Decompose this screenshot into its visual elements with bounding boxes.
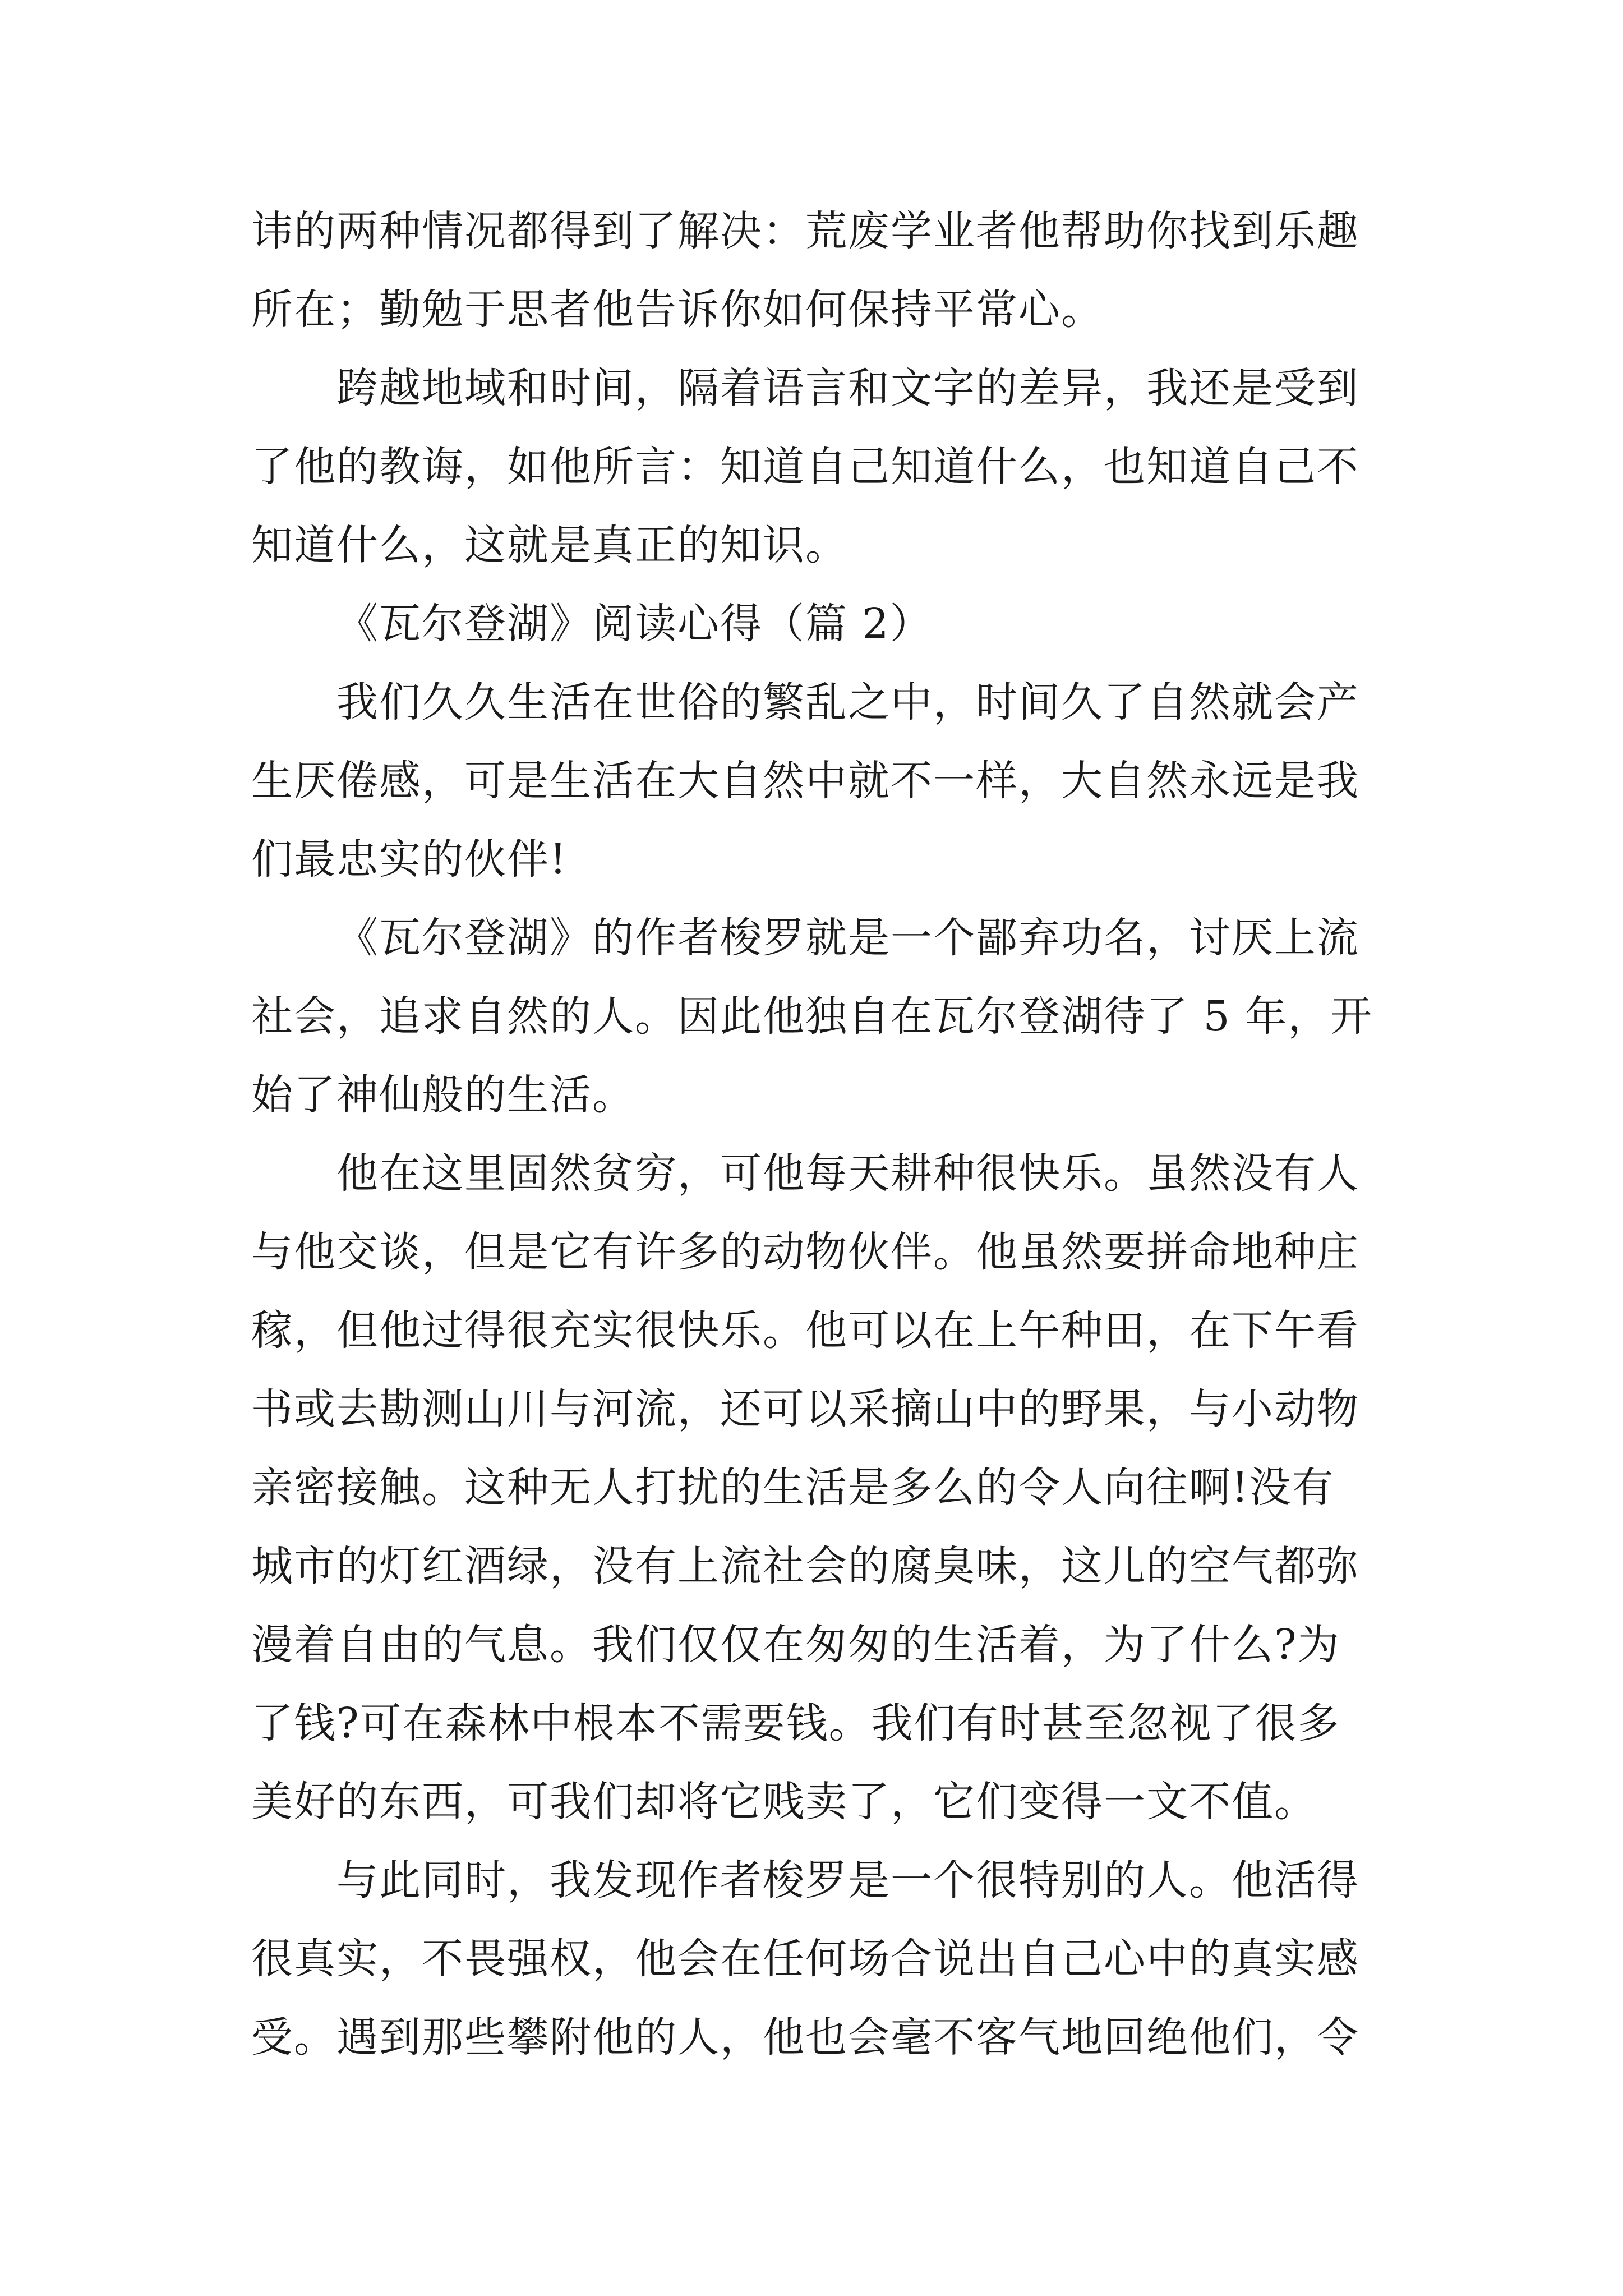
text-line: 很真实，不畏强权，他会在任何场合说出自己心中的真实感 bbox=[251, 1935, 1359, 1983]
text-line: 所在；勤勉于思者他告诉你如何保持平常心。 bbox=[251, 286, 1104, 334]
paragraph-first-line: 《瓦尔登湖》的作者梭罗就是一个鄙弃功名，讨厌上流 bbox=[336, 914, 1359, 962]
text-line: 亲密接触。这种无人打扰的生活是多么的令人向往啊!没有 bbox=[251, 1464, 1335, 1512]
section-heading: 《瓦尔登湖》阅读心得（篇 2） bbox=[336, 600, 933, 648]
text-line: 漫着自由的气息。我们仅仅在匆匆的生活着，为了什么?为 bbox=[251, 1621, 1340, 1669]
text-line: 与他交谈，但是它有许多的动物伙伴。他虽然要拼命地种庄 bbox=[251, 1228, 1359, 1276]
text-line: 美好的东西，可我们却将它贱卖了，它们变得一文不值。 bbox=[251, 1778, 1317, 1826]
paragraph-first-line: 与此同时，我发现作者梭罗是一个很特别的人。他活得 bbox=[336, 1856, 1359, 1904]
paragraph-first-line: 跨越地域和时间，隔着语言和文字的差异，我还是受到 bbox=[336, 364, 1359, 412]
paragraph-first-line: 他在这里固然贫穷，可他每天耕种很快乐。虽然没有人 bbox=[336, 1149, 1359, 1198]
text-line: 受。遇到那些攀附他的人，他也会毫不客气地回绝他们，令 bbox=[251, 2013, 1359, 2062]
text-line: 始了神仙般的生活。 bbox=[251, 1071, 635, 1119]
text-line: 生厌倦感，可是生活在大自然中就不一样，大自然永远是我 bbox=[251, 757, 1359, 805]
text-line: 书或去勘测山川与河流，还可以采摘山中的野果，与小动物 bbox=[251, 1385, 1359, 1433]
text-line: 们最忠实的伙伴! bbox=[251, 835, 568, 884]
text-line: 知道什么，这就是真正的知识。 bbox=[251, 521, 848, 569]
text-line: 城市的灯红酒绿，没有上流社会的腐臭味，这儿的空气都弥 bbox=[251, 1542, 1359, 1590]
text-line: 了他的教诲，如他所言：知道自己知道什么，也知道自己不 bbox=[251, 443, 1359, 491]
text-line: 讳的两种情况都得到了解决：荒废学业者他帮助你找到乐趣 bbox=[251, 207, 1359, 255]
text-line: 社会，追求自然的人。因此他独自在瓦尔登湖待了 5 年，开 bbox=[251, 992, 1373, 1041]
text-line: 稼，但他过得很充实很快乐。他可以在上午种田，在下午看 bbox=[251, 1306, 1359, 1355]
paragraph-first-line: 我们久久生活在世俗的繁乱之中，时间久了自然就会产 bbox=[336, 678, 1359, 726]
text-line: 了钱?可在森林中根本不需要钱。我们有时甚至忽视了很多 bbox=[251, 1699, 1340, 1747]
